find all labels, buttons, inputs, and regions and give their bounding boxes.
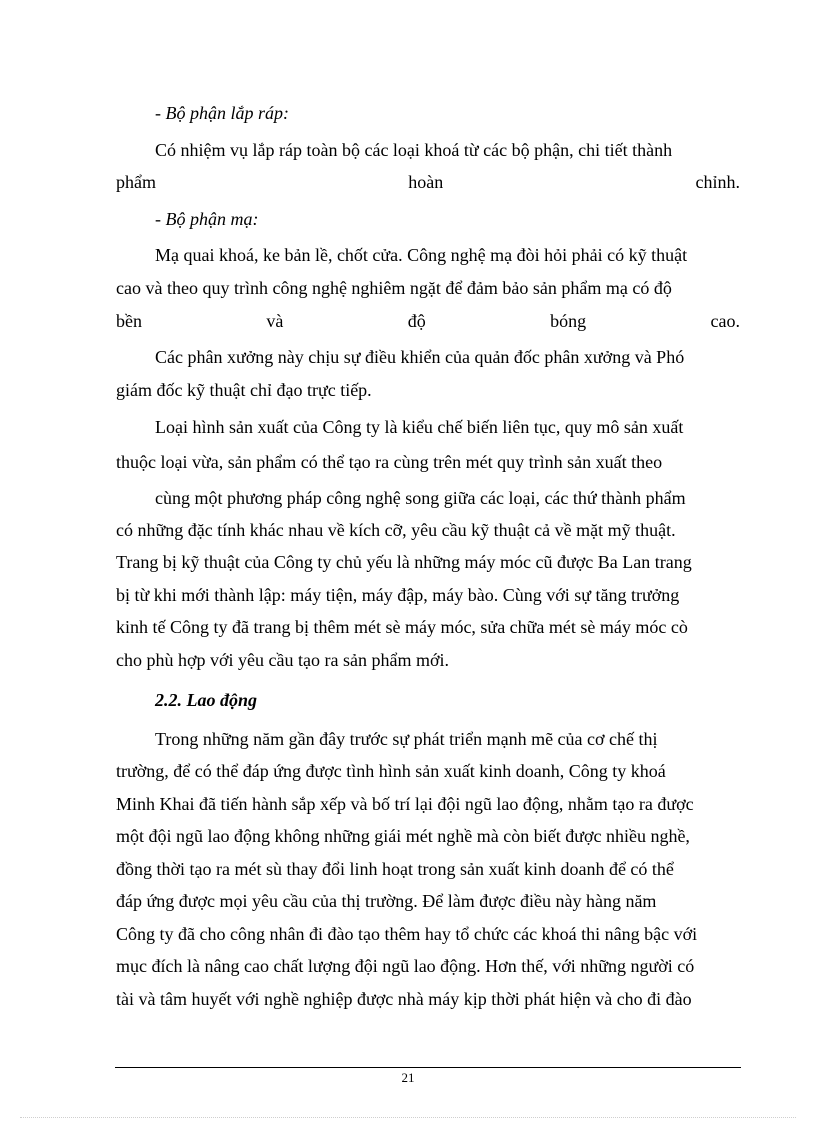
paragraph-line: kinh tế Công ty đã trang bị thêm mét sè máy móc, sửa chữa mét sè máy móc cò — [116, 617, 688, 637]
word: phẩm — [116, 172, 156, 192]
paragraph-line: Minh Khai đã tiến hành sắp xếp và bố trí lại đội ngũ lao động, nhằm tạo ra được — [116, 794, 694, 814]
subheading-assembly: - Bộ phận lắp ráp: — [155, 103, 289, 123]
word: bóng — [550, 311, 587, 331]
word: cao. — [710, 311, 740, 331]
paragraph-line: Trang bị kỹ thuật của Công ty chủ yếu là những máy móc cũ được Ba Lan trang — [116, 552, 692, 572]
paragraph-line: trường, để có thể đáp ứng được tình hình sản xuất kinh doanh, Công ty khoá — [116, 761, 666, 781]
word: bền — [116, 311, 142, 331]
paragraph-line: cao và theo quy trình công nghệ nghiêm ngặt để đảm bảo sản phẩm mạ có độ — [116, 278, 672, 298]
word: hoàn — [408, 172, 444, 192]
word: chỉnh. — [695, 172, 740, 192]
footer-rule — [115, 1067, 741, 1068]
paragraph-line: Công ty đã cho công nhân đi đào tạo thêm hay tổ chức các khoá thi nâng bậc với — [116, 924, 698, 944]
paragraph-line: Trong những năm gần đây trước sự phát triển mạnh mẽ của cơ chế thị — [155, 729, 658, 749]
paragraph-line: Loại hình sản xuất của Công ty là kiểu chế biến liên tục, quy mô sản xuất — [155, 417, 684, 437]
paragraph-line: có những đặc tính khác nhau về kích cỡ, yêu cầu kỹ thuật cả về mặt mỹ thuật. — [116, 520, 676, 540]
page-number: 21 — [401, 1070, 415, 1085]
paragraph-line-justified — [116, 170, 740, 194]
paragraph-line: đồng thời tạo ra mét sù thay đổi linh hoạt trong sản xuất kinh doanh để có thể — [116, 859, 674, 879]
paragraph-line-justified — [116, 309, 740, 333]
page-edge-divider — [20, 1117, 796, 1118]
paragraph-line: cho phù hợp với yêu cầu tạo ra sản phẩm mới. — [116, 650, 449, 670]
paragraph-line: một đội ngũ lao động không những giái mét nghề mà còn biết được nhiều nghề, — [116, 826, 690, 846]
section-heading: 2.2. Lao động — [155, 690, 258, 710]
paragraph-line: đáp ứng được mọi yêu cầu của thị trường. Để làm được điều này hàng năm — [116, 891, 657, 911]
paragraph-line: cùng một phương pháp công nghệ song giữa các loại, các thứ thành phẩm — [155, 488, 686, 508]
paragraph-line: bị từ khi mới thành lập: máy tiện, máy đập, máy bào. Cùng với sự tăng trưởng — [116, 585, 680, 605]
paragraph-line: Các phân xưởng này chịu sự điều khiển của quản đốc phân xưởng và Phó — [155, 347, 685, 367]
subheading-plating: - Bộ phận mạ: — [155, 209, 259, 229]
paragraph-line: Mạ quai khoá, ke bản lề, chốt cửa. Công nghệ mạ đòi hỏi phải có kỹ thuật — [155, 245, 688, 265]
paragraph-line: thuộc loại vừa, sản phẩm có thể tạo ra cùng trên mét quy trình sản xuất theo — [116, 452, 663, 472]
word: độ — [407, 311, 426, 331]
word: và — [266, 311, 284, 331]
paragraph-line: Có nhiệm vụ lắp ráp toàn bộ các loại khoá từ các bộ phận, chi tiết thành — [155, 140, 673, 160]
paragraph-line: giám đốc kỹ thuật chỉ đạo trực tiếp. — [116, 380, 372, 400]
paragraph-line: mục đích là nâng cao chất lượng đội ngũ lao động. Hơn thế, với những người có — [116, 956, 695, 976]
paragraph-line: tài và tâm huyết với nghề nghiệp được nhà máy kịp thời phát hiện và cho đi đào — [116, 989, 692, 1009]
